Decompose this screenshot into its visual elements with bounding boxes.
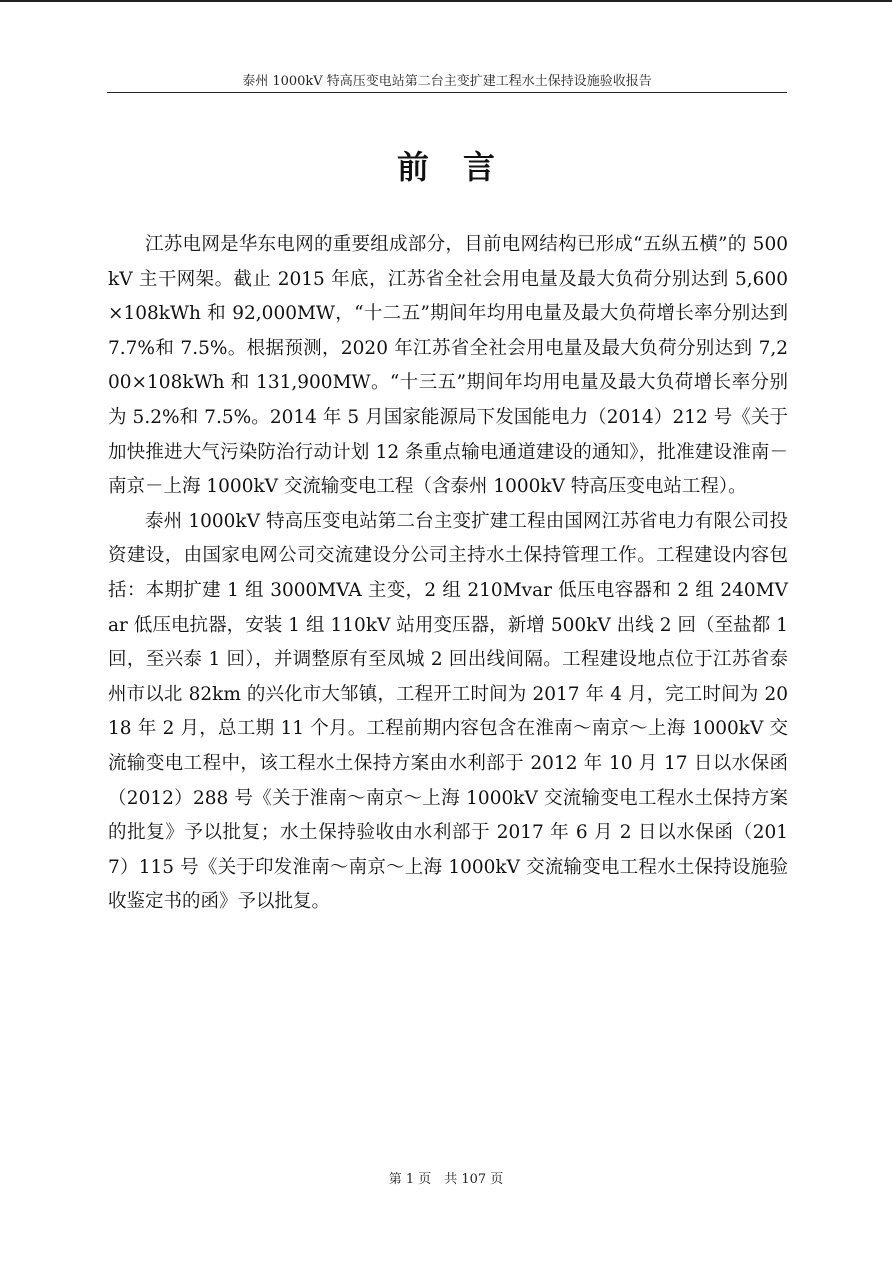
header-divider <box>107 92 787 93</box>
document-body <box>108 228 788 920</box>
page-number: 第 1 页 共 107 页 <box>388 1172 504 1187</box>
page-top-border <box>0 0 892 2</box>
page-title: 前言 <box>396 148 529 186</box>
running-header: 泰州 1000kV 特高压变电站第二台主变扩建工程水土保持设施验收报告 <box>242 74 652 89</box>
paragraph-2: 泰州 1000kV 特高压变电站第二台主变扩建工程由国网江苏省电力有限公司投资建设，由国家电网公司交流建设分公司主持水土保持管理工作。工程建设内容包括：本期扩建 1 组 3000MVA 主变，2 组 210Mvar 低压电容器和 2 组 240MVar 低压电抗器，安装 1 组 110kV 站用变压器，新增 500kV 出线 2 回（至盐都 1 回，至兴泰 1 回），并调整原有至凤城 2 回出线间隔。工程建设地点位于江苏省泰州市以北 82km 的兴化市大邹镇，工程开工时间为 2017 年 4 月，完工时间为 2018 年 2 月，总工期 11 个月。工程前期内容包含在淮南～南京～上海 1000kV 交流输变电工程中，该工程水土保持方案由水利部于 2012 年 10 月 17 日以水保函（2012）288 号《关于淮南～南京～上海 1000kV 交流输变电工程水土保持方案的批复》予以批复；水土保持验收由水利部于 2017 年 6 月 2 日以水保函（2017）115 号《关于印发淮南～南京～上海 1000kV 交流输变电工程水土保持设施验收鉴定书的函》予以批复。 <box>108 510 789 913</box>
paragraph-1: 江苏电网是华东电网的重要组成部分，目前电网结构已形成“五纵五横”的 500kV 主干网架。截止 2015 年底，江苏省全社会用电量及最大负荷分别达到 5,600×108kWh 和 92,000MW，“十二五”期间年均用电量及最大负荷增长率分别达到 7.7%和 7.5%。根据预测，2020 年江苏省全社会用电量及最大负荷分别达到 7,200×108kWh 和 131,900MW。“十三五”期间年均用电量及最大负荷增长率分别为 5.2%和 7.5%。2014 年 5 月国家能源局下发国能电力（2014）212 号《关于加快推进大气污染防治行动计划 12 条重点输电通道建设的通知》，批准建设淮南－南京－上海 1000kV 交流输变电工程（含泰州 1000kV 特高压变电站工程）。 <box>108 234 788 498</box>
